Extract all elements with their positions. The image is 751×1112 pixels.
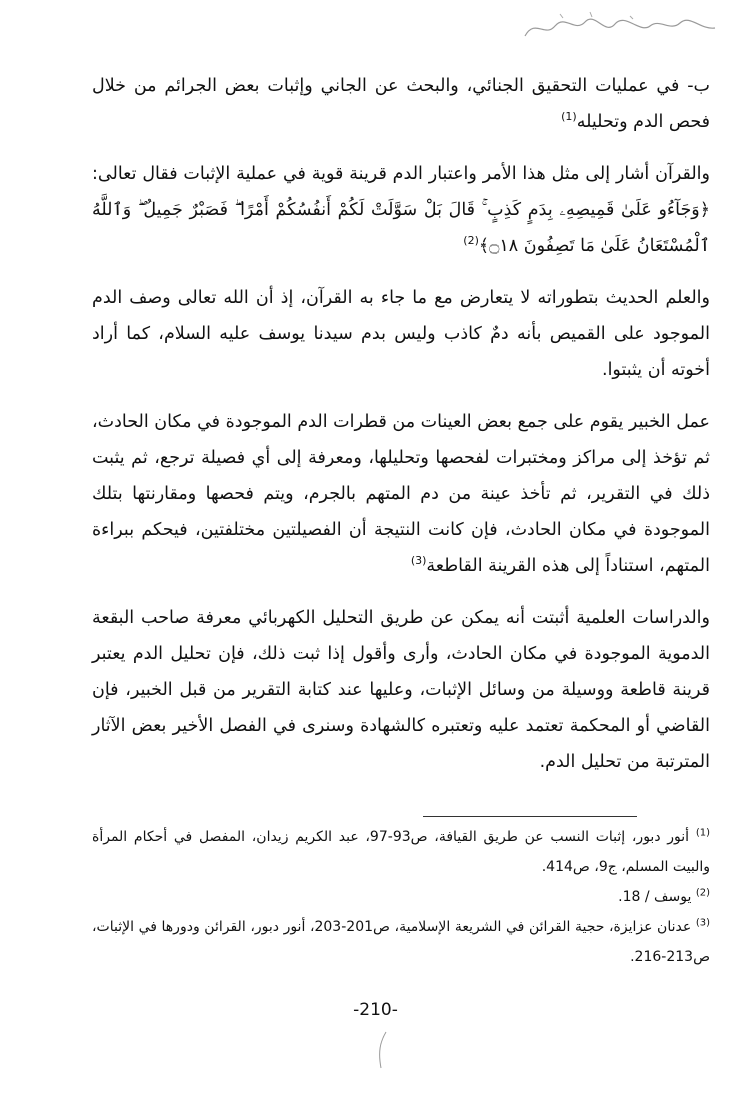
paragraph-5-text: والدراسات العلمية أثبتت أنه يمكن عن طريق التحليل الكهربائي معرفة صاحب البقعة الدموية الموجودة في مكان الحادث، وأرى وأقول إذا ثبت ذلك، فإن تحليل الدم يعتبر قرينة قاطعة ووسيلة من وسائل الإثبات، وعليها عند كتابة التقرير من قبل الخبير، فإن القاضي أو المحكمة تعتمد عليه وتعتبره كالشهادة وسنرى في الفصل الأخير بعض الآثار المترتبة من تحليل الدم.: [92, 608, 710, 772]
paragraph-1-text: ب- في عمليات التحقيق الجنائي، والبحث عن الجاني وإثبات بعض الجرائم من خلال فحص الدم وتحليله: [92, 76, 710, 132]
paragraph-5: [92, 600, 710, 780]
footnote-ref-1: (1): [561, 110, 577, 124]
footnote-ref-2: (2): [463, 234, 479, 248]
footnotes: [92, 822, 710, 972]
page-number: -210-: [353, 1000, 398, 1020]
handwritten-note: [520, 8, 720, 48]
main-text: [92, 68, 710, 796]
paragraph-3-text: والعلم الحديث بتطوراته لا يتعارض مع ما جاء به القرآن، إذ أن الله تعالى وصف الدم الموجود على القميص بأنه دمٌ كاذب وليس بدم سيدنا يوسف عليه السلام، كما أراد أخوته أن يثبتوا.: [92, 288, 710, 380]
paragraph-4: [92, 404, 710, 584]
quran-verse: ﴿وَجَآءُو عَلَىٰ قَمِيصِهِۦ بِدَمٍ كَذِبٍ ۚ قَالَ بَلْ سَوَّلَتْ لَكُمْ أَنفُسُكُمْ أَمْرًا ۖ فَصَبْرٌ جَمِيلٌ ۖ وَٱللَّهُ ٱلْمُسْتَعَانُ عَلَىٰ مَا تَصِفُونَ ۝١٨﴾: [92, 200, 710, 256]
footnote-1-number: (1): [695, 827, 710, 839]
paragraph-3: [92, 280, 710, 388]
paragraph-2-text: والقرآن أشار إلى مثل هذا الأمر واعتبار الدم قرينة قوية في عملية الإثبات فقال تعالى:: [92, 164, 710, 184]
footnote-3: [92, 912, 710, 972]
footnote-3-text: عدنان عزايزة، حجية القرائن في الشريعة الإسلامية، ص201-203، أنور دبور، القرائن ودورها في الإثبات، ص213-216.: [92, 919, 710, 965]
footnote-ref-3: (3): [410, 554, 427, 568]
paragraph-2: [92, 156, 710, 264]
footnote-2: [92, 882, 710, 912]
paragraph-1: [92, 68, 710, 140]
footnote-2-text: يوسف / 18.: [618, 889, 692, 905]
footnote-2-number: (2): [695, 887, 710, 899]
paragraph-4-text: عمل الخبير يقوم على جمع بعض العينات من قطرات الدم الموجودة في مكان الحادث، ثم تؤخذ إلى مراكز ومختبرات لفحصها وتحليلها، ومعرفة إلى أي فصيلة ترجع، ثم يثبت ذلك في التقرير، ثم تأخذ عينة من دم المتهم بالجرم، ويتم فحصها ومقارنتها بتلك الموجودة في مكان الحادث، فإن كانت النتيجة أن الفصيلتين مختلفتين، فيحكم ببراءة المتهم، استناداً إلى هذه القرينة القاطعة: [92, 412, 710, 576]
footnote-1: [92, 822, 710, 882]
footnote-3-number: (3): [695, 917, 710, 929]
footnote-separator: [423, 816, 637, 817]
pencil-mark: [372, 1030, 392, 1070]
handwriting-scribble: [520, 8, 720, 48]
footnote-1-text: أنور دبور، إثبات النسب عن طريق القيافة، ص93-97، عبد الكريم زيدان، المفصل في أحكام المرأة والبيت المسلم، ج9، ص414.: [92, 829, 710, 875]
